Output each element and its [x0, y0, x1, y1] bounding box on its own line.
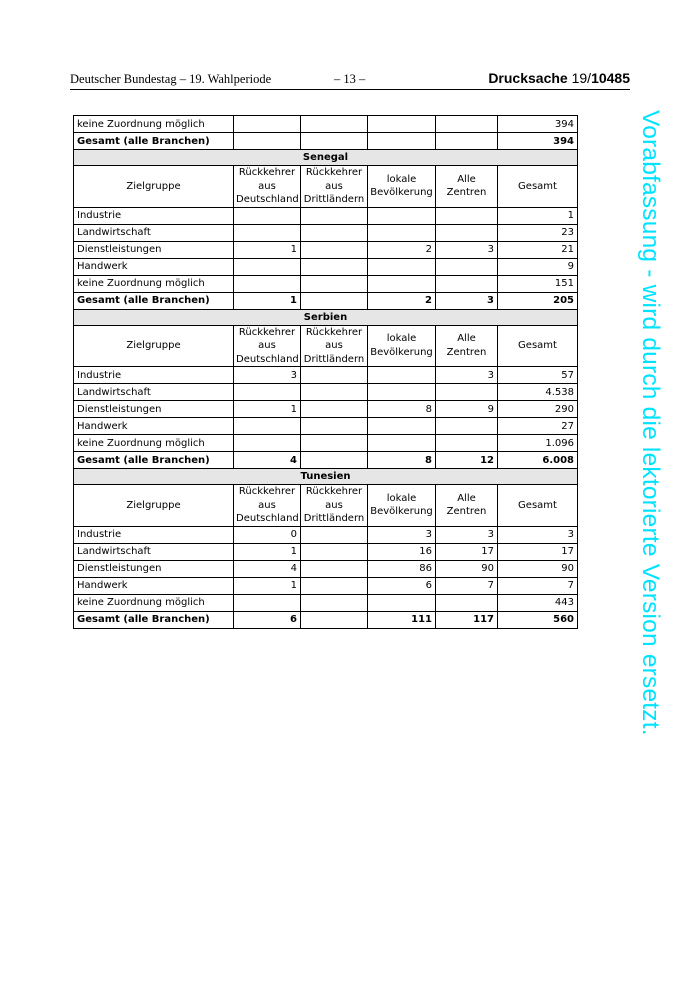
row-label-cell: Dienstleistungen: [74, 401, 234, 418]
value-cell: [301, 435, 368, 452]
row-label-cell: Gesamt (alle Branchen): [74, 452, 234, 469]
row-label-cell: Gesamt (alle Branchen): [74, 133, 234, 150]
column-header: Rückkehrer aus Drittländern: [301, 485, 368, 527]
column-header: Zielgruppe: [74, 485, 234, 527]
row-label-cell: keine Zuordnung möglich: [74, 116, 234, 133]
value-cell: [301, 594, 368, 611]
column-header: Rückkehrer aus Deutschland: [234, 325, 301, 367]
table-row: [74, 241, 578, 258]
total-row: [74, 133, 578, 150]
value-cell: 9: [436, 401, 498, 418]
value-cell: [301, 367, 368, 384]
value-cell: [436, 258, 498, 275]
value-cell: 1: [234, 577, 301, 594]
column-header: lokale Bevölkerung: [368, 485, 436, 527]
value-cell: [234, 384, 301, 401]
value-cell: [301, 207, 368, 224]
value-cell: 1: [234, 241, 301, 258]
value-cell: [436, 384, 498, 401]
value-cell: 6.008: [498, 452, 578, 469]
table-row: [74, 401, 578, 418]
value-cell: [234, 133, 301, 150]
row-label-cell: Landwirtschaft: [74, 224, 234, 241]
table-row: [74, 224, 578, 241]
row-label-cell: Landwirtschaft: [74, 384, 234, 401]
row-label-cell: Dienstleistungen: [74, 241, 234, 258]
table-row: [74, 435, 578, 452]
table-row: [74, 207, 578, 224]
value-cell: [436, 133, 498, 150]
value-cell: [368, 116, 436, 133]
value-cell: 290: [498, 401, 578, 418]
table-body: [74, 116, 578, 629]
value-cell: [301, 258, 368, 275]
value-cell: [368, 384, 436, 401]
column-header: Alle Zentren: [436, 166, 498, 208]
column-header: lokale Bevölkerung: [368, 166, 436, 208]
row-label-cell: Dienstleistungen: [74, 560, 234, 577]
column-header-row: [74, 166, 578, 208]
table-row: [74, 560, 578, 577]
value-cell: 1: [234, 543, 301, 560]
column-header: Rückkehrer aus Deutschland: [234, 485, 301, 527]
value-cell: [301, 241, 368, 258]
value-cell: 90: [436, 560, 498, 577]
value-cell: [436, 116, 498, 133]
value-cell: [301, 560, 368, 577]
value-cell: 1: [234, 292, 301, 309]
value-cell: 205: [498, 292, 578, 309]
value-cell: 90: [498, 560, 578, 577]
draft-watermark: Vorabfassung - wird durch die lektorierte Version ersetzt.: [637, 110, 664, 736]
column-header: Gesamt: [498, 485, 578, 527]
column-header: Rückkehrer aus Deutschland: [234, 166, 301, 208]
value-cell: [368, 224, 436, 241]
value-cell: [301, 401, 368, 418]
table-row: [74, 594, 578, 611]
value-cell: 117: [436, 611, 498, 628]
value-cell: [436, 435, 498, 452]
value-cell: [234, 418, 301, 435]
value-cell: 4.538: [498, 384, 578, 401]
country-name: Serbien: [74, 309, 578, 325]
value-cell: 6: [368, 577, 436, 594]
value-cell: [436, 275, 498, 292]
value-cell: 443: [498, 594, 578, 611]
value-cell: [301, 418, 368, 435]
value-cell: 3: [436, 292, 498, 309]
value-cell: 3: [436, 526, 498, 543]
row-label-cell: keine Zuordnung möglich: [74, 594, 234, 611]
value-cell: [301, 543, 368, 560]
value-cell: [368, 258, 436, 275]
value-cell: 7: [436, 577, 498, 594]
value-cell: [301, 611, 368, 628]
value-cell: [301, 224, 368, 241]
value-cell: [436, 418, 498, 435]
value-cell: [234, 207, 301, 224]
value-cell: 3: [436, 367, 498, 384]
value-cell: 0: [234, 526, 301, 543]
table-row: [74, 258, 578, 275]
row-label-cell: keine Zuordnung möglich: [74, 275, 234, 292]
value-cell: 8: [368, 452, 436, 469]
row-label-cell: Gesamt (alle Branchen): [74, 292, 234, 309]
statistics-table: [73, 115, 578, 629]
country-header-row: [74, 309, 578, 325]
value-cell: 111: [368, 611, 436, 628]
column-header: Gesamt: [498, 325, 578, 367]
row-label-cell: keine Zuordnung möglich: [74, 435, 234, 452]
value-cell: 3: [498, 526, 578, 543]
page-header: [70, 72, 630, 90]
value-cell: [301, 133, 368, 150]
value-cell: 16: [368, 543, 436, 560]
value-cell: [301, 526, 368, 543]
value-cell: [436, 207, 498, 224]
column-header: Alle Zentren: [436, 485, 498, 527]
value-cell: [234, 594, 301, 611]
country-header-row: [74, 469, 578, 485]
value-cell: 394: [498, 133, 578, 150]
value-cell: [301, 452, 368, 469]
value-cell: [234, 275, 301, 292]
value-cell: [301, 384, 368, 401]
value-cell: 86: [368, 560, 436, 577]
total-row: [74, 611, 578, 628]
column-header: lokale Bevölkerung: [368, 325, 436, 367]
row-label-cell: Gesamt (alle Branchen): [74, 611, 234, 628]
column-header: Gesamt: [498, 166, 578, 208]
value-cell: [436, 594, 498, 611]
value-cell: [368, 367, 436, 384]
value-cell: 8: [368, 401, 436, 418]
value-cell: [368, 435, 436, 452]
value-cell: 27: [498, 418, 578, 435]
value-cell: 2: [368, 292, 436, 309]
value-cell: 1: [234, 401, 301, 418]
table-row: [74, 384, 578, 401]
country-name: Senegal: [74, 150, 578, 166]
row-label-cell: Handwerk: [74, 418, 234, 435]
column-header: Zielgruppe: [74, 325, 234, 367]
country-name: Tunesien: [74, 469, 578, 485]
value-cell: [234, 258, 301, 275]
column-header-row: [74, 485, 578, 527]
value-cell: 57: [498, 367, 578, 384]
value-cell: [301, 116, 368, 133]
value-cell: [301, 275, 368, 292]
value-cell: 7: [498, 577, 578, 594]
value-cell: [368, 207, 436, 224]
value-cell: [234, 116, 301, 133]
value-cell: 23: [498, 224, 578, 241]
row-label-cell: Handwerk: [74, 577, 234, 594]
value-cell: 17: [498, 543, 578, 560]
row-label-cell: Landwirtschaft: [74, 543, 234, 560]
value-cell: [234, 435, 301, 452]
value-cell: 12: [436, 452, 498, 469]
value-cell: [368, 418, 436, 435]
value-cell: 560: [498, 611, 578, 628]
value-cell: 21: [498, 241, 578, 258]
table-row: [74, 543, 578, 560]
column-header-row: [74, 325, 578, 367]
header-publication: Deutscher Bundestag – 19. Wahlperiode: [70, 72, 272, 86]
row-label-cell: Handwerk: [74, 258, 234, 275]
value-cell: 6: [234, 611, 301, 628]
document-number-period: 19/: [571, 70, 592, 86]
column-header: Zielgruppe: [74, 166, 234, 208]
value-cell: 394: [498, 116, 578, 133]
value-cell: 3: [234, 367, 301, 384]
page-number: – 13 –: [334, 72, 366, 86]
total-row: [74, 292, 578, 309]
row-label-cell: Industrie: [74, 207, 234, 224]
total-row: [74, 452, 578, 469]
document-number-value: 10485: [591, 70, 630, 86]
table-row: [74, 418, 578, 435]
column-header: Rückkehrer aus Drittländern: [301, 325, 368, 367]
column-header: Rückkehrer aus Drittländern: [301, 166, 368, 208]
value-cell: 17: [436, 543, 498, 560]
value-cell: [368, 275, 436, 292]
table-row: [74, 367, 578, 384]
row-label-cell: Industrie: [74, 367, 234, 384]
value-cell: 4: [234, 560, 301, 577]
table-row: [74, 275, 578, 292]
value-cell: 4: [234, 452, 301, 469]
value-cell: [301, 577, 368, 594]
column-header: Alle Zentren: [436, 325, 498, 367]
document-number-label: Drucksache: [488, 70, 568, 86]
value-cell: 1: [498, 207, 578, 224]
country-header-row: [74, 150, 578, 166]
table-row: [74, 526, 578, 543]
value-cell: 9: [498, 258, 578, 275]
value-cell: [368, 133, 436, 150]
document-number: [488, 70, 630, 86]
value-cell: [301, 292, 368, 309]
value-cell: 1.096: [498, 435, 578, 452]
value-cell: [234, 224, 301, 241]
value-cell: 2: [368, 241, 436, 258]
value-cell: [436, 224, 498, 241]
value-cell: 151: [498, 275, 578, 292]
value-cell: 3: [436, 241, 498, 258]
value-cell: [368, 594, 436, 611]
value-cell: 3: [368, 526, 436, 543]
table-row: [74, 116, 578, 133]
row-label-cell: Industrie: [74, 526, 234, 543]
table-row: [74, 577, 578, 594]
